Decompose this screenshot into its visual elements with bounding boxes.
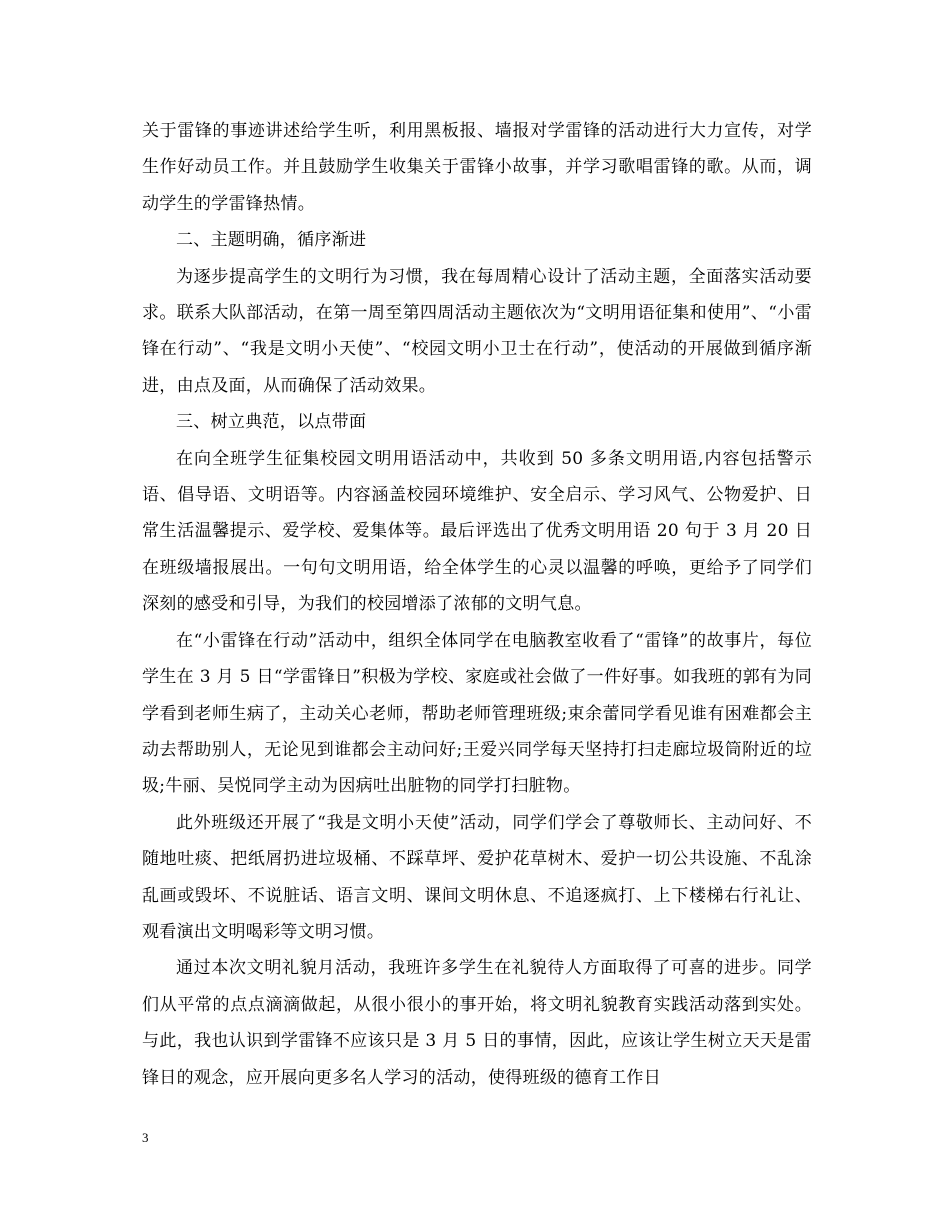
page-number: 3 bbox=[142, 1130, 149, 1145]
paragraph-civil-phrases: 在向全班学生征集校园文明用语活动中，共收到 50 多条文明用语,内容包括警示语、倡导语、文明语等。内容涵盖校园环境维护、安全启示、学习风气、公物爱护、日常生活温馨提示、爱学校、爱集体等。最后评选出了优秀文明用语 20 句于 3 月 20 日在班级墙报展出。一句句文明用语，给全体学生的心灵以温馨的呼唤，更给予了同学们深刻的感受和引导，为我们的校园增添了浓郁的文明气息。 bbox=[142, 448, 812, 615]
paragraph-civil-angel: 此外班级还开展了“我是文明小天使”活动，同学们学会了尊敬师长、主动问好、不随地吐痰、把纸屑扔进垃圾桶、不踩草坪、爱护花草树木、爱护一切公共设施、不乱涂乱画或毁坏、不说脏话、语言文明、课间文明休息、不追逐疯打、上下楼梯右行礼让、观看演出文明喝彩等文明习惯。 bbox=[142, 812, 812, 942]
document-body bbox=[142, 113, 812, 1096]
section-heading-two: 二、主题明确，循序渐进 bbox=[176, 230, 367, 251]
paragraph-continuation: 关于雷锋的事迹讲述给学生听，利用黑板报、墙报对学雷锋的活动进行大力宣传，对学生作好动员工作。并且鼓励学生收集关于雷锋小故事，并学习歌唱雷锋的歌。从而，调动学生的学雷锋热情。 bbox=[142, 121, 812, 214]
paragraph-summary: 通过本次文明礼貌月活动，我班许多学生在礼貌待人方面取得了可喜的进步。同学们从平常的点点滴滴做起，从很小很小的事开始，将文明礼貌教育实践活动落到实处。与此，我也认识到学雷锋不应该只是 3 月 5 日的事情，因此，应该让学生树立天天是雷锋日的观念，应开展向更多名人学习的活动，使得班级的德育工作日 bbox=[142, 958, 812, 1088]
paragraph-little-leifeng: 在“小雷锋在行动”活动中，组织全体同学在电脑教室收看了“雷锋”的故事片，每位学生在 3 月 5 日“学雷锋日”积极为学校、家庭或社会做了一件好事。如我班的郭有为同学看到老师生病了，主动关心老师，帮助老师管理班级;束余蕾同学看见谁有困难都会主动去帮助别人，无论见到谁都会主动问好;王爱兴同学每天坚持打扫走廊垃圾筒附近的垃圾;牛丽、吴悦同学主动为因病吐出脏物的同学打扫脏物。 bbox=[142, 630, 812, 797]
paragraph-activity-themes: 为逐步提高学生的文明行为习惯，我在每周精心设计了活动主题，全面落实活动要求。联系大队部活动，在第一周至第四周活动主题依次为“文明用语征集和使用”、“小雷锋在行动”、“我是文明小天使”、“校园文明小卫士在行动”，使活动的开展做到循序渐进，由点及面，从而确保了活动效果。 bbox=[142, 266, 812, 396]
section-heading-three: 三、树立典范，以点带面 bbox=[176, 412, 367, 433]
